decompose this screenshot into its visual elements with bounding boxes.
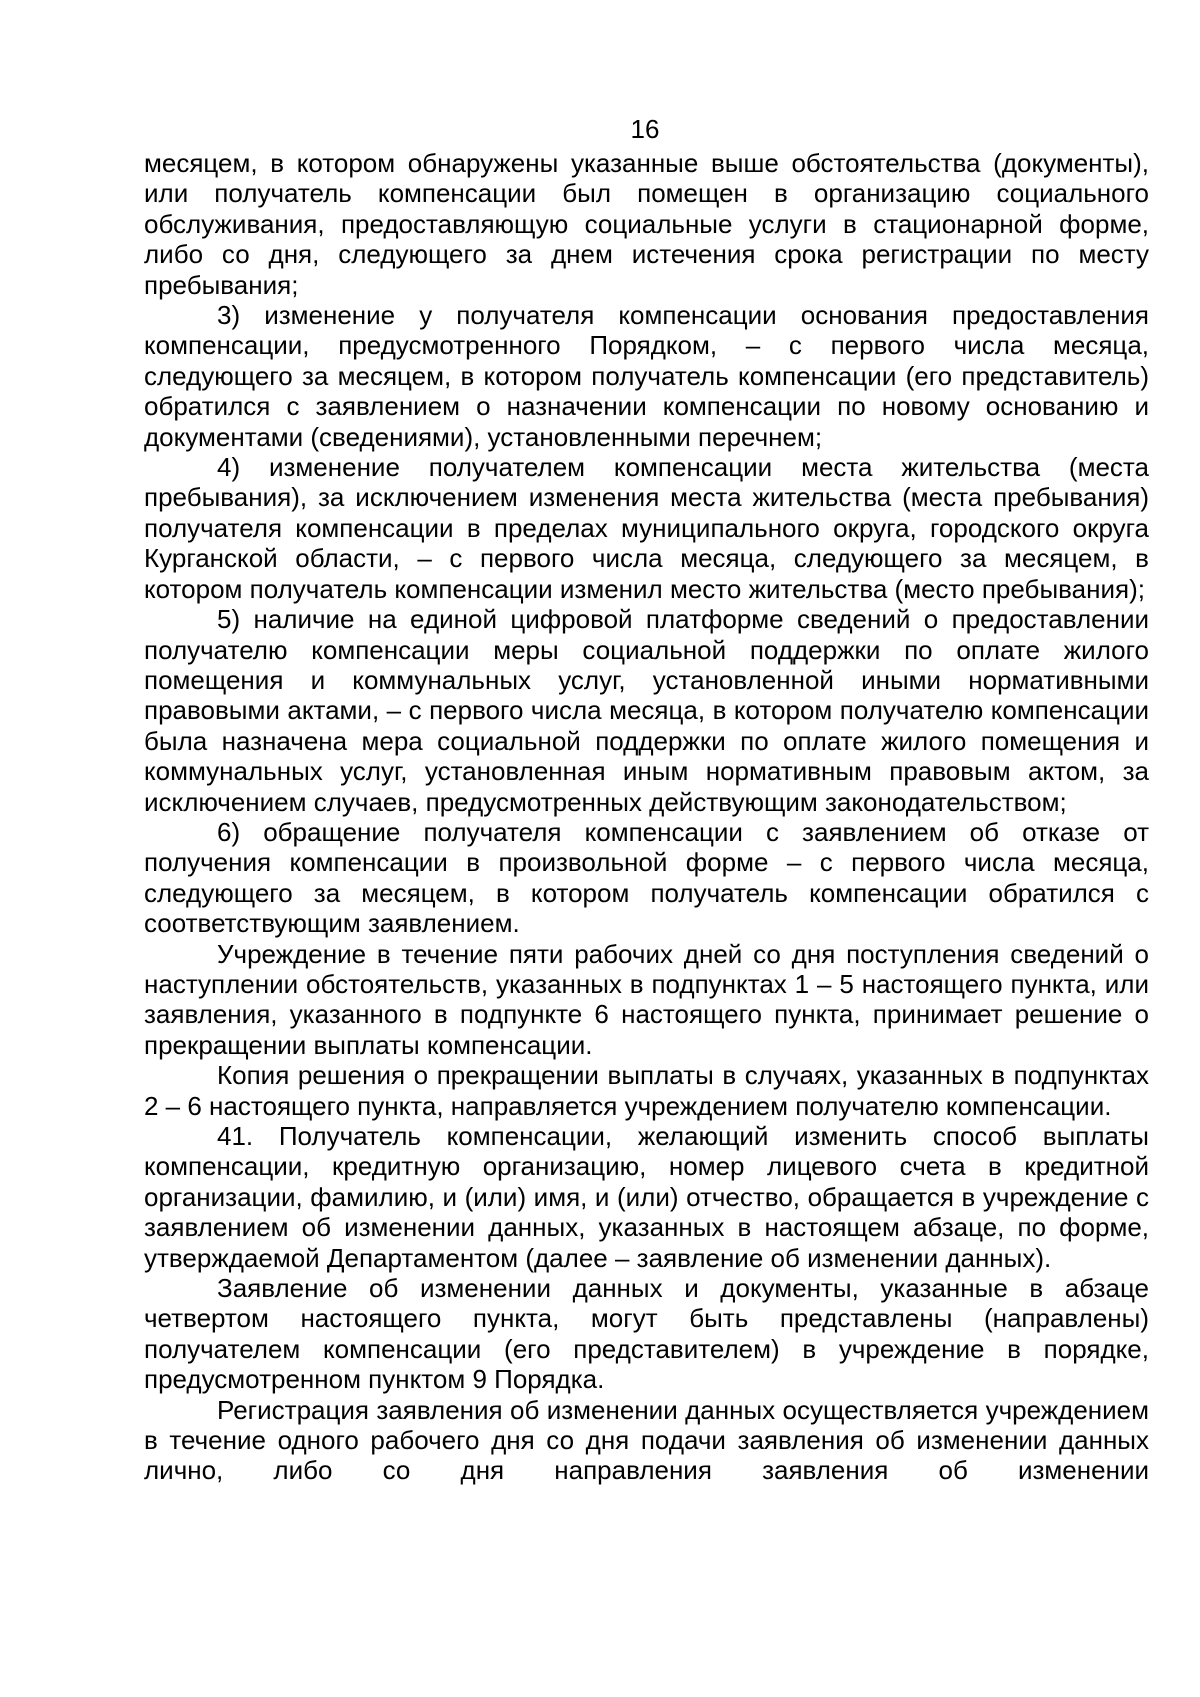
paragraph-decision-copy: Копия решения о прекращении выплаты в случаях, указанных в подпунктах 2 – 6 настоящего пункта, направляется учреждением получателю компенсации. <box>144 1060 1149 1121</box>
paragraph-continuation: месяцем, в котором обнаружены указанные выше обстоятельства (документы), или получатель компенсации был помещен в организацию социального обслуживания, предоставляющую социальные услуги в стационарной форме, либо со дня, следующего за днем истечения срока регистрации по месту пребывания; <box>144 148 1149 300</box>
paragraph-registration: Регистрация заявления об изменении данных осуществляется учреждением в течение одного рабочего дня со дня подачи заявления об изменении данных лично, либо со дня направления заявления об изменении <box>144 1394 1149 1486</box>
paragraph-application-submission: Заявление об изменении данных и документы, указанные в абзаце четвертом настоящего пункта, могут быть представлены (направлены) получателем компенсации (его представителем) в учреждение в порядке, предусмотренном пунктом 9 Порядка. <box>144 1273 1149 1395</box>
paragraph-subitem-4: 4) изменение получателем компенсации места жительства (места пребывания), за исключением изменения места жительства (места пребывания) получателя компенсации в пределах муниципального округа, городского округа Курганской области, – с первого числа месяца, следующего за месяцем, в котором получатель компенсации изменил место жительства (место пребывания); <box>144 452 1149 604</box>
paragraph-termination-decision: Учреждение в течение пяти рабочих дней со дня поступления сведений о наступлении обстоятельств, указанных в подпунктах 1 – 5 настоящего пункта, или заявления, указанного в подпункте 6 настоящего пункта, принимает решение о прекращении выплаты компенсации. <box>144 938 1149 1060</box>
paragraph-item-41: 41. Получатель компенсации, желающий изменить способ выплаты компенсации, кредитную организацию, номер лицевого счета в кредитной организации, фамилию, и (или) имя, и (или) отчество, обращается в учреждение с заявлением об изменении данных, указанных в настоящем абзаце, по форме, утверждаемой Департаментом (далее – заявление об изменении данных). <box>144 1121 1149 1273</box>
paragraph-subitem-5: 5) наличие на единой цифровой платформе сведений о предоставлении получателю компенсации меры социальной поддержки по оплате жилого помещения и коммунальных услуг, установленной иными нормативными правовыми актами, – с первого числа месяца, в котором получателю компенсации была назначена мера социальной поддержки по оплате жилого помещения и коммунальных услуг, установленная иным нормативным правовым актом, за исключением случаев, предусмотренных действующим законодательством; <box>144 604 1149 817</box>
document-body <box>144 148 1149 1486</box>
page-number: 16 <box>630 114 660 144</box>
paragraph-subitem-6: 6) обращение получателя компенсации с заявлением об отказе от получения компенсации в произвольной форме – с первого числа месяца, следующего за месяцем, в котором получатель компенсации обратился с соответствующим заявлением. <box>144 816 1149 939</box>
paragraph-subitem-3: 3) изменение у получателя компенсации основания предоставления компенсации, предусмотренного Порядком, – с первого числа месяца, следующего за месяцем, в котором получатель компенсации (его представитель) обратился с заявлением о назначении компенсации по новому основанию и документами (сведениями), установленными перечнем; <box>144 300 1149 452</box>
